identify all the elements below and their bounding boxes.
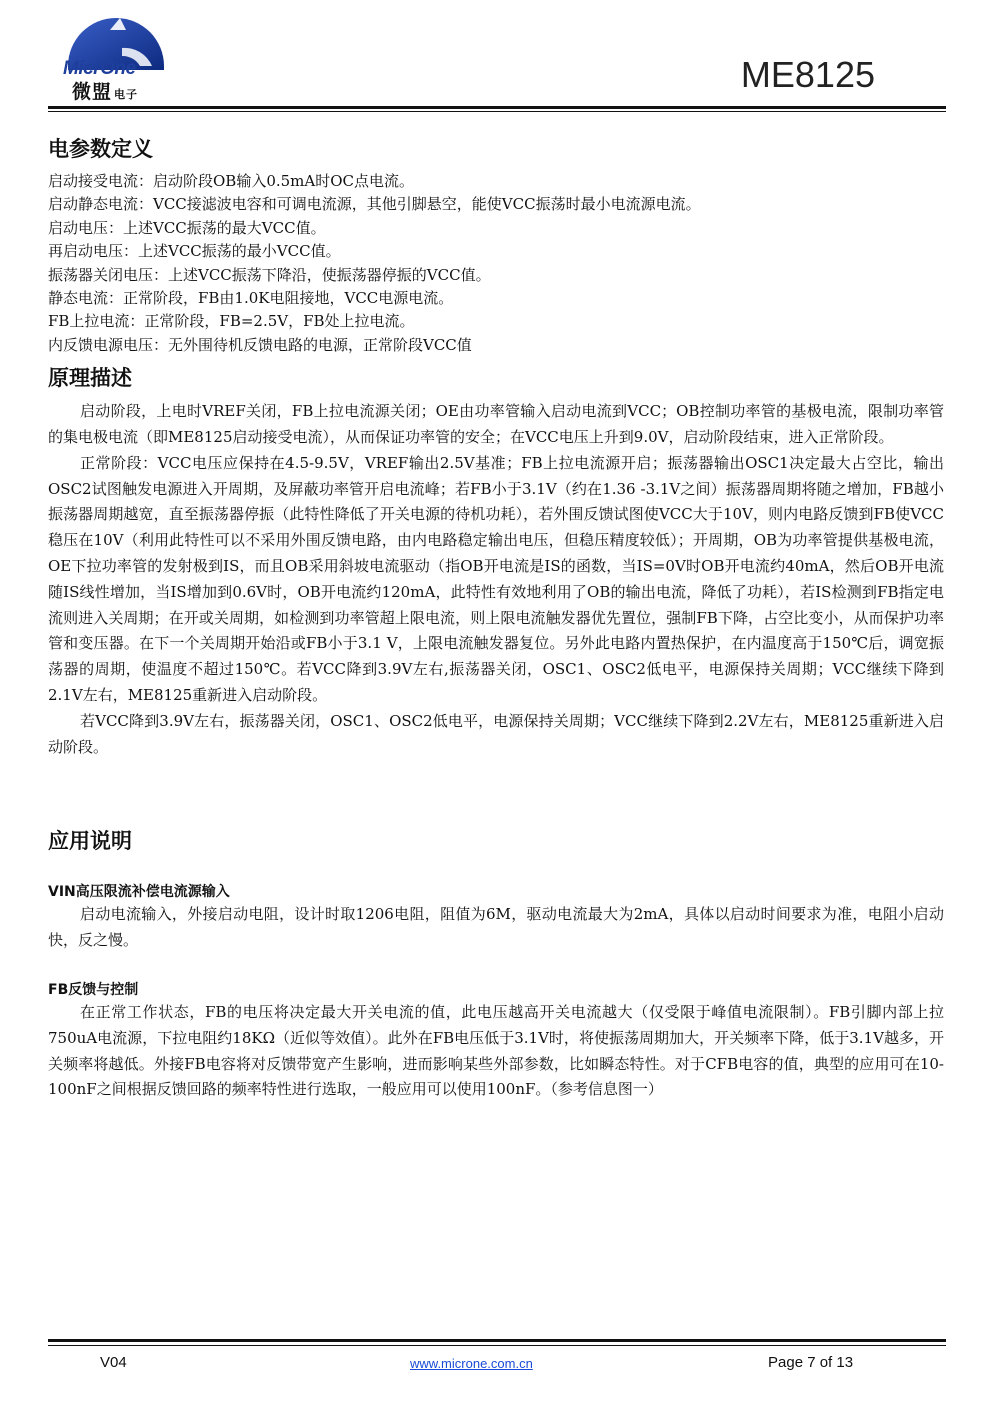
vin-paragraph: 启动电流输入，外接启动电阻，设计时取1206电阻，阻值为6M，驱动电流最大为2mA，具体以启动时间要求为准，电阻小启动快，反之慢。 bbox=[48, 905, 944, 950]
definition-line: 再启动电压：上述VCC振荡的最小VCC值。 bbox=[48, 242, 341, 261]
document-code: ME8125 bbox=[740, 54, 875, 95]
logo-english-text: MicrOne bbox=[63, 58, 136, 79]
subsection-title-vin: VIN高压限流补偿电流源输入 bbox=[48, 884, 230, 901]
principle-paragraph: 启动阶段，上电时VREF关闭，FB上拉电流源关闭；OE由功率管输入启动电流到VCC；OB控制功率管的基极电流，限制功率管的集电极电流（即ME8125启动接受电流），从而保证功率管的安全；在VCC电压上升到9.0V，启动阶段结束，进入正常阶段。 bbox=[48, 402, 944, 447]
definition-line: 启动电压：上述VCC振荡的最大VCC值。 bbox=[48, 218, 326, 237]
definitions-list bbox=[48, 170, 944, 357]
footer-rule-thin bbox=[48, 1345, 946, 1346]
definition-line: 静态电流：正常阶段，FB由1.0K电阻接地，VCC电源电流。 bbox=[48, 289, 454, 308]
principle-paragraph: 若VCC降到3.9V左右，振荡器关闭，OSC1、OSC2低电平，电源保持关周期；VCC继续下降到2.2V左右，ME8125重新进入启动阶段。 bbox=[48, 711, 944, 756]
section-title-definitions: 电参数定义 bbox=[48, 137, 153, 161]
page-content bbox=[48, 128, 944, 1103]
header-rule-thin bbox=[48, 111, 946, 112]
definition-line: 启动静态电流：VCC接滤波电容和可调电流源，其他引脚悬空，能使VCC振荡时最小电流源电流。 bbox=[48, 195, 701, 214]
fb-paragraph: 在正常工作状态，FB的电压将决定最大开关电流的值，此电压越高开关电流越大（仅受限于峰值电流限制）。FB引脚内部上拉750uA电流源，下拉电阻约18KΩ（近似等效值）。此外在FB电压低于3.1V时，将使振荡周期加大，开关频率下降，低于3.1V越多，开关频率将越低。外接FB电容将对反馈带宽产生影响，进而影响某些外部参数，比如瞬态特性。对于CFB电容的值，典型的应用可在10-100nF之间根据反馈回路的频率特性进行选取，一般应用可以使用100nF。（参考信息图一） bbox=[48, 1003, 944, 1099]
footer-rule bbox=[48, 1339, 946, 1342]
definition-line: 内反馈电源电压：无外围待机反馈电路的电源，正常阶段VCC值 bbox=[48, 335, 472, 354]
definition-line: 振荡器关闭电压：上述VCC振荡下降沿，使振荡器停振的VCC值。 bbox=[48, 265, 491, 284]
section-title-principle: 原理描述 bbox=[48, 366, 132, 391]
footer-version: V04 bbox=[100, 1354, 127, 1371]
logo-chinese-text: 微盟 电子 bbox=[72, 81, 139, 103]
footer-website-link[interactable]: www.microne.com.cn bbox=[410, 1356, 533, 1371]
header-rule bbox=[48, 106, 946, 109]
footer-page-number: Page 7 of 13 bbox=[768, 1354, 854, 1371]
definition-line: FB上拉电流：正常阶段，FB=2.5V，FB处上拉电流。 bbox=[48, 312, 415, 331]
subsection-title-fb: FB反馈与控制 bbox=[48, 982, 139, 998]
principle-paragraph: 正常阶段：VCC电压应保持在4.5-9.5V，VREF输出2.5V基准；FB上拉电流源开启；振荡器输出OSC1决定最大占空比，输出OSC2试图触发电源进入开周期，及屏蔽功率管开启电流峰；若FB小于3.1V（约在1.36 -3.1V之间）振荡器周期将随之增加，FB越小振荡器周期越宽，直至振荡器停振（此特性降低了开关电源的待机功耗），若外围反馈试图使VCC大于10V，则内电路反馈到FB使VCC稳压在10V（利用此特性可以不采用外围反馈电路，由内电路稳定输出电压，但稳压精度较低）；开周期，OB为功率管提供基极电流，OE下拉功率管的发射极到IS，而且OB采用斜坡电流驱动（指OB开电流是IS的函数，当IS=0V时OB开电流约40mA，然后OB开电流随IS线性增加，当IS增加到0.6V时，OB开电流约120mA，此特性有效地利用了OB的输出电流，降低了功耗），若IS检测到FB指定电流则进入关周期；在开或关周期，如检测到功率管超上限电流，则上限电流触发器优先置位，强制FB下降，占空比变小，从而保护功率管和变压器。在下一个关周期开始沿或FB小于3.1 V，上限电流触发器复位。另外此电路内置热保护，在内温度高于150℃后，调宽振荡器的周期，使温度不超过150℃。若VCC降到3.9V左右,振荡器关闭，OSC1、OSC2低电平，电源保持关周期；VCC继续下降到2.1V左右，ME8125重新进入启动阶段。 bbox=[48, 453, 944, 705]
section-title-application: 应用说明 bbox=[48, 829, 132, 854]
definition-line: 启动接受电流：启动阶段OB输入0.5mA时OC点电流。 bbox=[48, 172, 415, 190]
